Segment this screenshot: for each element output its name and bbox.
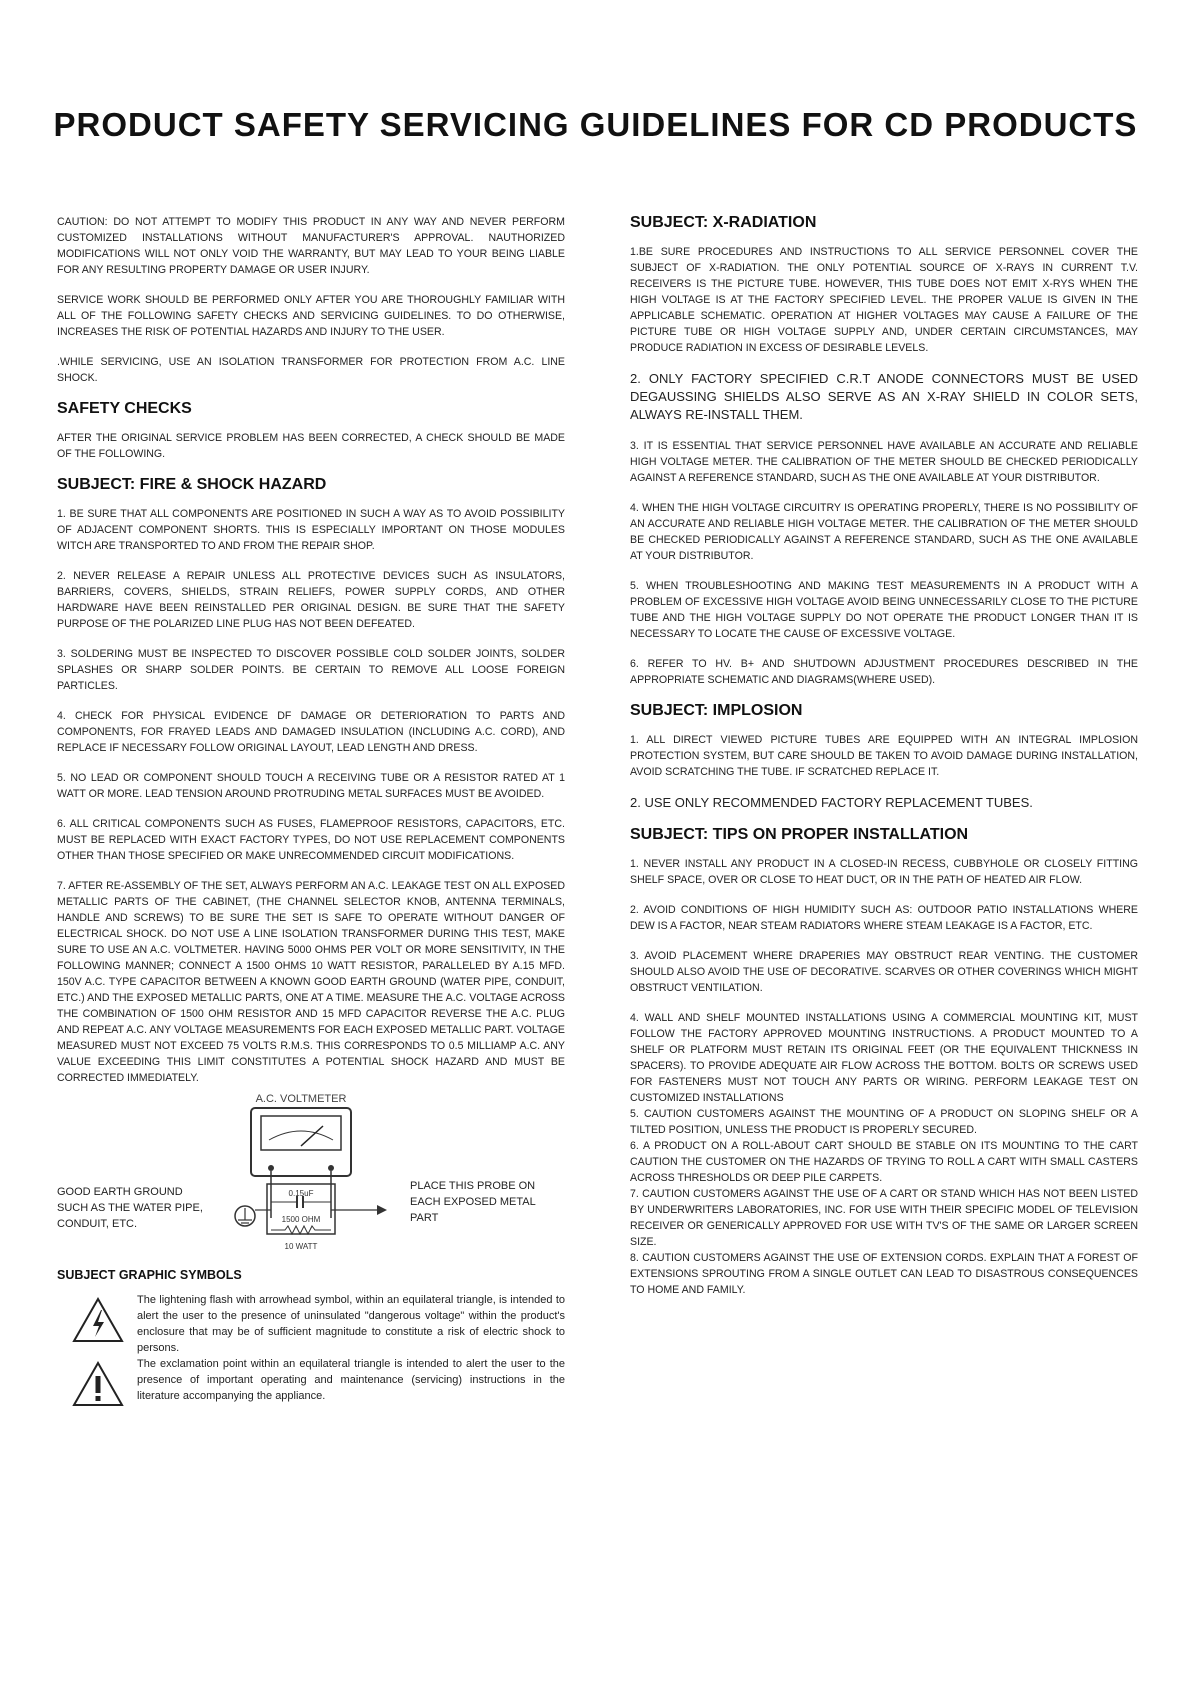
implosion-item-2: 2. USE ONLY RECOMMENDED FACTORY REPLACEMENT TUBES.: [630, 795, 1033, 810]
xradiation-item-1: 1.BE SURE PROCEDURES AND INSTRUCTIONS TO ALL SERVICE PERSONNEL COVER THE SUBJECT OF X-RADIATION. THE ONLY POTENTIAL SOURCE OF X-RAYS IN CURRENT T.V. RECEIVERS IS THE PICTURE TUBE. HOWEVER, THIS TUBE DOES NOT EMIT X-RYS WHEN THE HIGH VOLTAGE IS AT THE FACTORY SPECIFIED LEVEL. THE PROPER VALUE IS GIVEN IN THE APPLICABLE SCHEMATIC. OPERATION AT HIGHER VOLTAGES MAY CAUSE A FAILURE OF THE PICTURE TUBE OR HIGH VOLTAGE SUPPLY AND, UNDER CERTAIN CIRCUMSTANCES, MAY PRODUCE RADIATION IN EXCESS OF DESIRABLE LEVELS.: [630, 246, 1138, 354]
right-column: [630, 214, 1138, 1298]
lightning-warning-icon: [71, 1296, 125, 1344]
safety-checks-heading: SAFETY CHECKS: [57, 400, 192, 417]
fire-shock-item-3: 3. SOLDERING MUST BE INSPECTED TO DISCOVER POSSIBLE COLD SOLDER JOINTS, SOLDER SPLASHES OR SHARP SOLDER POINTS. BE CERTAIN TO REMOVE ALL LOOSE FOREIGN PARTICLES.: [57, 648, 565, 692]
lightning-symbol-text: The lightening flash with arrowhead symbol, within an equilateral triangle, is intended to alert the user to the presence of uninsulated "dangerous voltage" within the product's enclosure that may be of sufficient magnitude to constitute a risk of electric shock to persons.: [137, 1294, 565, 1354]
meter-terminal-right: [328, 1165, 334, 1171]
fire-shock-item-2: 2. NEVER RELEASE A REPAIR UNLESS ALL PROTECTIVE DEVICES SUCH AS INSULATORS, BARRIERS, COVERS, SHIELDS, STRAIN RELIEFS, POWER SUPPLY CORDS, AND OTHER HARDWARE HAVE BEEN REINSTALLED PER ORIGINAL DESIGN. BE SURE THAT THE SAFETY PURPOSE OF THE POLARIZED LINE PLUG HAS NOT BEEN DEFEATED.: [57, 570, 565, 630]
meter-scale: [269, 1131, 333, 1140]
graphic-symbols-heading: SUBJECT GRAPHIC SYMBOLS: [57, 1268, 242, 1282]
lightning-symbol-row: [57, 1292, 565, 1356]
resistor-zigzag: [271, 1226, 331, 1234]
fire-shock-item-1: 1. BE SURE THAT ALL COMPONENTS ARE POSITIONED IN SUCH A WAY AS TO AVOID POSSIBILITY OF ADJACENT COMPONENT SHORTS. THIS IS ESPECIALLY IMPORTANT ON THOSE MODULES WITCH ARE TRANSPORTED TO AND FROM THE REPAIR SHOP.: [57, 508, 565, 552]
page-title: PRODUCT SAFETY SERVICING GUIDELINES FOR CD PRODUCTS: [53, 106, 1138, 143]
xradiation-item-3: 3. IT IS ESSENTIAL THAT SERVICE PERSONNEL HAVE AVAILABLE AN ACCURATE AND RELIABLE HIGH VOLTAGE METER. THE CALIBRATION OF THE METER SHOULD BE CHECKED PERIODICALLY AGAINST A REFERENCE STANDARD, SUCH AS THE ONE AVAILABLE AT YOUR DISTRIBUTOR.: [630, 440, 1138, 484]
xradiation-heading: SUBJECT: X-RADIATION: [630, 214, 817, 231]
xradiation-item-6: 6. REFER TO HV. B+ AND SHUTDOWN ADJUSTMENT PROCEDURES DESCRIBED IN THE APPROPRIATE SCHEMATIC AND DIAGRAMS(WHERE USED).: [630, 658, 1138, 686]
xradiation-item-5: 5. WHEN TROUBLESHOOTING AND MAKING TEST MEASUREMENTS IN A PRODUCT WITH A PROBLEM OF EXCESSIVE HIGH VOLTAGE AVOID BEING UNNECESSARILY CLOSE TO THE PICTURE TUBE AND THE HIGH VOLTAGE SUPPLY DO NOT OPERATE THE PRODUCT LONGER THAN IT IS NECESSARY TO LOCATE THE CAUSE OF EXCESSIVE VOLTAGE.: [630, 580, 1138, 640]
installation-heading: SUBJECT: TIPS ON PROPER INSTALLATION: [630, 826, 969, 843]
intro-caution: CAUTION: DO NOT ATTEMPT TO MODIFY THIS PRODUCT IN ANY WAY AND NEVER PERFORM CUSTOMIZED INSTALLATIONS WITHOUT MANUFACTURER'S APPROVAL. NAUTHORIZED MODIFICATIONS WILL NOT ONLY VOID THE WARRANTY, BUT MAY LEAD TO YOUR BEING LIABLE FOR ANY RESULTING PROPERTY DAMAGE OR USER INJURY.: [57, 216, 565, 276]
watt-label: 10 WATT: [284, 1242, 318, 1251]
installation-item-8: 8. CAUTION CUSTOMERS AGAINST THE USE OF EXTENSION CORDS. EXPLAIN THAT A FOREST OF EXTENSIONS SPROUTING FROM A SINGLE OUTLET CAN LEAD TO DISASTROUS CONSEQUENCES TO HOME AND FAMILY.: [630, 1252, 1138, 1296]
xradiation-item-4: 4. WHEN THE HIGH VOLTAGE CIRCUITRY IS OPERATING PROPERLY, THERE IS NO POSSIBILITY OF AN ACCURATE AND RELIABLE HIGH VOLTAGE METER. THE CALIBRATION OF THE METER SHOULD BE CHECKED PERIODICALLY AGAINST A REFERENCE STANDARD, SUCH AS THE ONE AVAILABLE AT YOUR DISTRIBUTOR.: [630, 502, 1138, 562]
meter-body: [251, 1108, 351, 1176]
fire-shock-item-7: 7. AFTER RE-ASSEMBLY OF THE SET, ALWAYS PERFORM AN A.C. LEAKAGE TEST ON ALL EXPOSED METALLIC PARTS OF THE CABINET, (THE CHANNEL SELECTOR KNOB, ANTENNA TERMINALS, HANDLE AND SCREWS) TO BE SURE THE SET IS SAFE TO OPERATE WITHOUT DANGER OF ELECTRICAL SHOCK. DO NOT USE A LINE ISOLATION TRANSFORMER DURING THIS TEST, MAKE SURE TO USE AN A.C. VOLTMETER. HAVING 5000 OHMS PER VOLT OR MORE SENSITIVITY, IN THE FOLLOWING MANNER; CONNECT A 1500 OHMS 10 WATT RESISTOR, PARALLELED BY A.15 MFD. 150V A.C. TYPE CAPACITOR BETWEEN A KNOWN GOOD EARTH GROUND (WATER PIPE, CONDUIT, ETC.) AND THE EXPOSED METALLIC PARTS, ONE AT A TIME. MEASURE THE A.C. VOLTAGE ACROSS THE COMBINATION OF 1500 OHM RESISTOR AND 15 MFD CAPACITOR REVERSE THE A.C. PLUG AND REPEAT A.C. ANY VOLTAGE MEASUREMENTS FOR EACH EXPOSED METALLIC PART. VOLTAGE MEASURED MUST NOT EXCEED 75 VOLTS R.M.S. THIS CORRESPONDS TO 0.5 MILLIAMP A.C. ANY VALUE EXCEEDING THIS LIMIT CONSTITUTES A POTENTIAL SHOCK HAZARD AND MUST BE CORRECTED IMMEDIATELY.: [57, 880, 565, 1084]
intro-isolation: .WHILE SERVICING, USE AN ISOLATION TRANSFORMER FOR PROTECTION FROM A.C. LINE SHOCK.: [57, 356, 565, 384]
installation-item-1: 1. NEVER INSTALL ANY PRODUCT IN A CLOSED-IN RECESS, CUBBYHOLE OR CLOSELY FITTING SHELF SPACE, OVER OR CLOSE TO HEAT DUCT, OR IN THE PATH OF HEATED AIR FLOW.: [630, 858, 1138, 886]
fire-shock-item-4: 4. CHECK FOR PHYSICAL EVIDENCE DF DAMAGE OR DETERIORATION TO PARTS AND COMPONENTS, FOR FRAYED LEADS AND DAMAGED INSULATION (INCLUDING A.C. CORD), AND REPLACE IF NECESSARY FOLLOW ORIGINAL LAYOUT, LEAD LENGTH AND DRESS.: [57, 710, 565, 754]
intro-service-work: SERVICE WORK SHOULD BE PERFORMED ONLY AFTER YOU ARE THOROUGHLY FAMILIAR WITH ALL OF THE FOLLOWING SAFETY CHECKS AND SERVICING GUIDELINES. TO DO OTHERWISE, INCREASES THE RISK OF POTENTIAL HAZARDS AND INJURY TO THE USER.: [57, 294, 565, 338]
installation-item-4: 4. WALL AND SHELF MOUNTED INSTALLATIONS USING A COMMERCIAL MOUNTING KIT, MUST FOLLOW THE FACTORY APPROVED MOUNTING INSTRUCTIONS. A PRODUCT MOUNTED TO A SHELF OR PLATFORM MUST RETAIN ITS ORIGINAL FEET (OR THE EQUIVALENT THICKNESS IN SPACERS). TO PROVIDE ADEQUATE AIR FLOW ACROSS THE BOTTOM. BOLTS OR SCREWS USED FOR FASTENERS MUST NOT TOUCH ANY PARTS OR WIRING. PERFORM LEAKAGE TEST ON CUSTOMIZED INSTALLATIONS: [630, 1012, 1138, 1104]
probe-caption: PLACE THIS PROBE ON EACH EXPOSED METAL PART: [410, 1180, 536, 1224]
exclamation-symbol-row: [57, 1356, 565, 1404]
exclamation-symbol-text: The exclamation point within an equilateral triangle is intended to alert the user to the presence of important operating and maintenance (servicing) instructions in the literature accompanying the appliance.: [137, 1358, 565, 1402]
probe-arrow-icon: [377, 1205, 387, 1215]
fire-shock-heading: SUBJECT: FIRE & SHOCK HAZARD: [57, 476, 327, 493]
safety-checks-text: AFTER THE ORIGINAL SERVICE PROBLEM HAS BEEN CORRECTED, A CHECK SHOULD BE MADE OF THE FOLLOWING.: [57, 432, 565, 460]
fire-shock-item-5: 5. NO LEAD OR COMPONENT SHOULD TOUCH A RECEIVING TUBE OR A RESISTOR RATED AT 1 WATT OR MORE. LEAD TENSION AROUND PROTRUDING METAL SURFACES MUST BE AVOIDED.: [57, 772, 565, 800]
resistor-label: 1500 OHM: [281, 1215, 321, 1224]
leakage-test-figure: [57, 1086, 565, 1262]
meter-face: [261, 1116, 341, 1150]
left-column: [57, 214, 565, 1404]
fire-shock-item-6: 6. ALL CRITICAL COMPONENTS SUCH AS FUSES, FLAMEPROOF RESISTORS, CAPACITORS, ETC. MUST BE REPLACED WITH EXACT FACTORY TYPES, DO NOT USE REPLACEMENT COMPONENTS OTHER THAN THOSE SPECIFIED OR MAKE UNRECOMMENDED CIRCUIT MODIFICATIONS.: [57, 818, 565, 862]
implosion-heading: SUBJECT: IMPLOSION: [630, 702, 803, 719]
capacitor-label: 0.15uF: [288, 1189, 314, 1198]
implosion-item-1: 1. ALL DIRECT VIEWED PICTURE TUBES ARE EQUIPPED WITH AN INTEGRAL IMPLOSION PROTECTION SYSTEM, BUT CARE SHOULD BE TAKEN TO AVOID DAMAGE DURING INSTALLATION, AVOID SCRATCHING THE TUBE. IF SCRATCHED REPLACE IT.: [630, 734, 1138, 778]
exclamation-warning-icon: [71, 1360, 125, 1408]
installation-item-2: 2. AVOID CONDITIONS OF HIGH HUMIDITY SUCH AS: OUTDOOR PATIO INSTALLATIONS WHERE DEW IS A FACTOR, NEAR STEAM RADIATORS WHERE STEAM LEAKAGE IS A FACTOR, ETC.: [630, 904, 1138, 932]
installation-item-6: 6. A PRODUCT ON A ROLL-ABOUT CART SHOULD BE STABLE ON ITS MOUNTING TO THE CART CAUTION THE CUSTOMER ON THE HAZARDS OF TRYING TO ROLL A CART WITH SMALL CASTERS ACROSS THRESHOLDS OR DEEP PILE CARPETS.: [630, 1140, 1138, 1184]
voltmeter-diagram: [227, 1086, 407, 1262]
installation-item-3: 3. AVOID PLACEMENT WHERE DRAPERIES MAY OBSTRUCT REAR VENTING. THE CUSTOMER SHOULD ALSO AVOID THE USE OF DECORATIVE. SCARVES OR OTHER COVERINGS WHICH MIGHT OBSTRUCT VENTILATION.: [630, 950, 1138, 994]
meter-needle: [301, 1126, 323, 1146]
meter-label: A.C. VOLTMETER: [255, 1093, 347, 1105]
ground-caption: GOOD EARTH GROUND SUCH AS THE WATER PIPE, CONDUIT, ETC.: [57, 1186, 203, 1230]
xradiation-item-2: 2. ONLY FACTORY SPECIFIED C.R.T ANODE CONNECTORS MUST BE USED DEGAUSSING SHIELDS ALSO SERVE AS AN X-RAY SHIELD IN COLOR SETS, ALWAYS RE-INSTALL THEM.: [630, 371, 1138, 422]
installation-item-7: 7. CAUTION CUSTOMERS AGAINST THE USE OF A CART OR STAND WHICH HAS NOT BEEN LISTED BY UNDERWRITERS LABORATORIES, INC. FOR USE WITH THEIR SPECIFIC MODEL OF TELEVISION RECEIVER OR GENERICALLY APPROVED FOR USE WITH TV'S OF THE SAME OR LARGER SCREEN SIZE.: [630, 1188, 1138, 1248]
installation-item-5: 5. CAUTION CUSTOMERS AGAINST THE MOUNTING OF A PRODUCT ON SLOPING SHELF OR A TILTED POSITION, UNLESS THE PRODUCT IS PROPERLY SECURED.: [630, 1108, 1138, 1136]
meter-terminal-left: [268, 1165, 274, 1171]
